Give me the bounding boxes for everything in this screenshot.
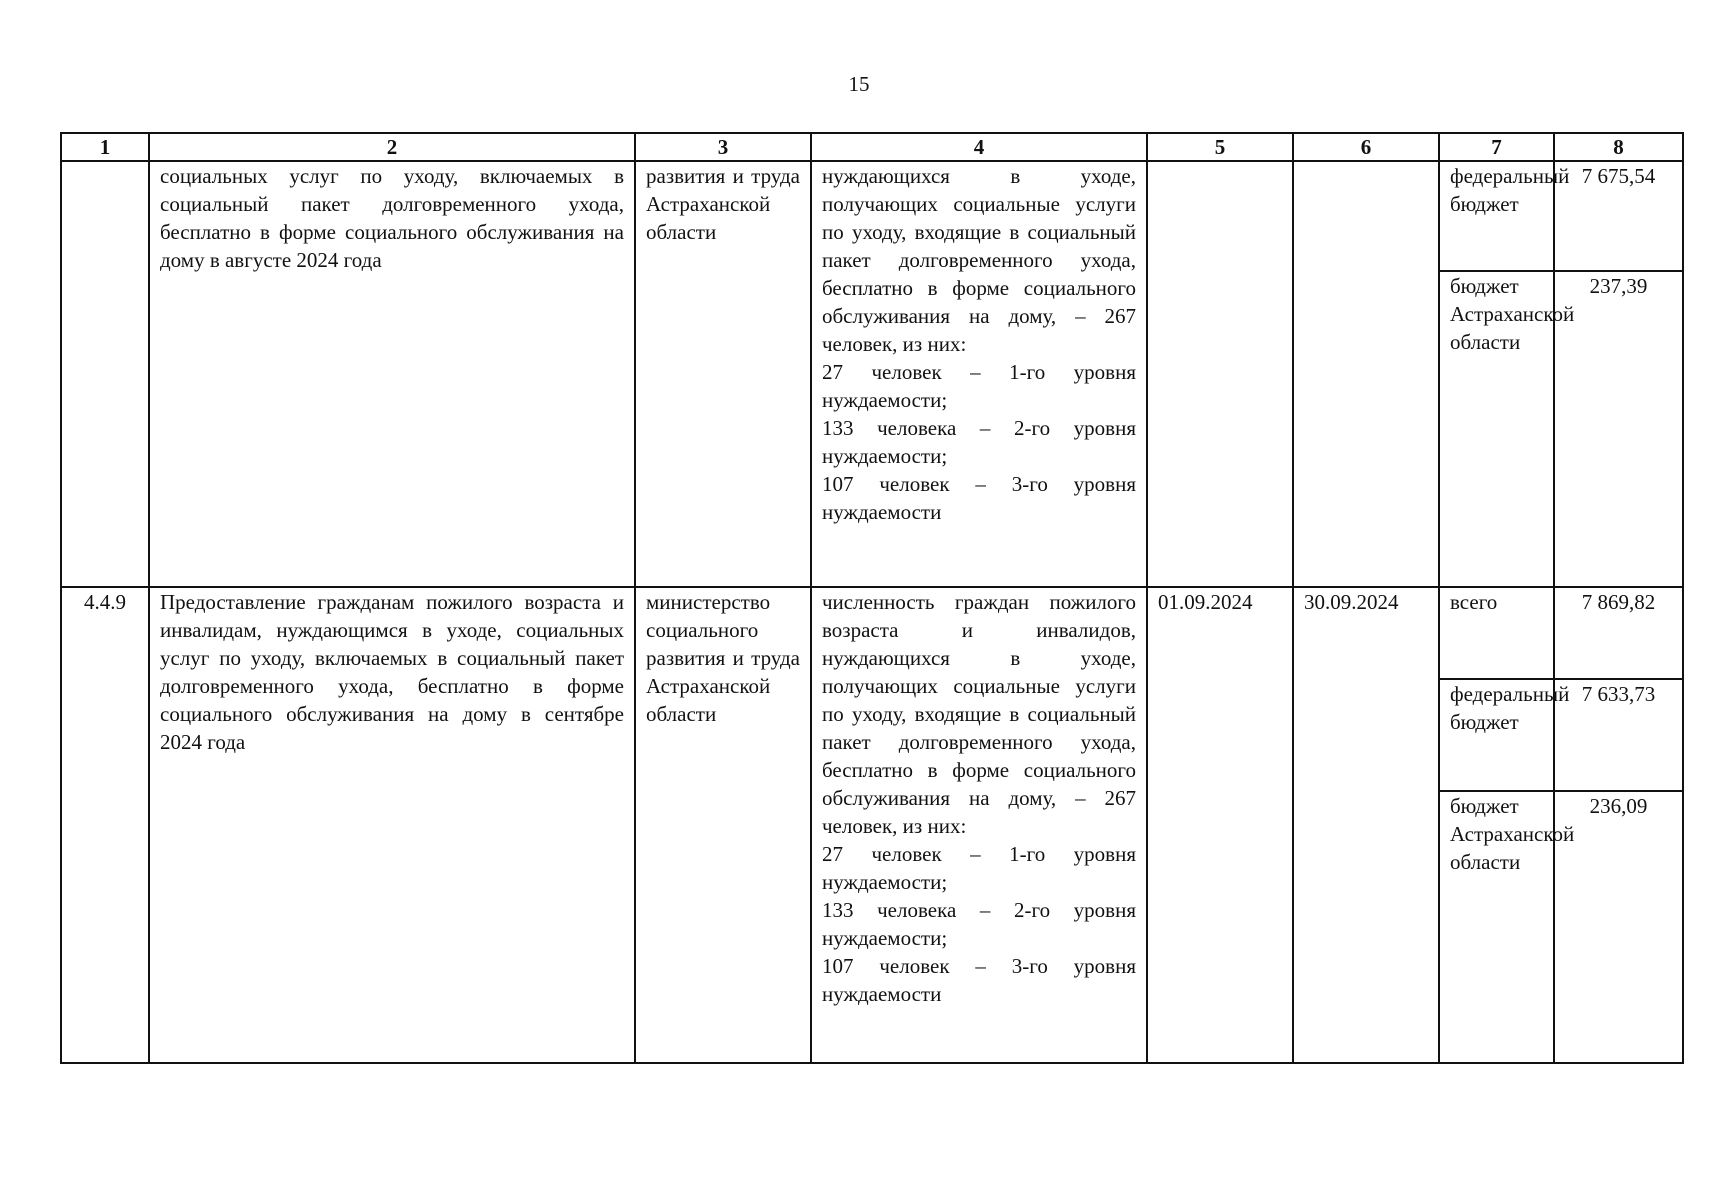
indicator-line: 27 человек – 1-го уровня нуждаемости;	[822, 360, 1136, 412]
item-indicator	[811, 161, 1147, 587]
table-header-row	[61, 133, 1683, 161]
indicator-line: 107 человек – 3-го уровня нуждаемости	[822, 954, 1136, 1006]
item-start-date: 01.09.2024	[1147, 587, 1293, 1063]
item-end-date	[1293, 161, 1439, 587]
column-header: 1	[61, 133, 149, 161]
funding-source: федеральный бюджет	[1439, 679, 1554, 791]
item-indicator	[811, 587, 1147, 1063]
funding-amount: 236,09	[1554, 791, 1683, 1063]
indicator-line: 133 человека – 2-го уровня нуждаемости;	[822, 416, 1136, 468]
funding-source: федеральный бюджет	[1439, 161, 1554, 271]
item-description: Предоставление гражданам пожилого возраста и инвалидам, нуждающимся в уходе, социальных услуг по уходу, включаемых в социальный пакет долговременного ухода, бесплатно в форме социального обслуживания на дому в сентябре 2024 года	[149, 587, 635, 1063]
item-description: социальных услуг по уходу, включаемых в социальный пакет долговременного ухода, бесплатно в форме социального обслуживания на дому в августе 2024 года	[149, 161, 635, 587]
column-header: 4	[811, 133, 1147, 161]
item-end-date: 30.09.2024	[1293, 587, 1439, 1063]
indicator-line: 133 человека – 2-го уровня нуждаемости;	[822, 898, 1136, 950]
indicator-line: численность граждан пожилого возраста и инвалидов, нуждающихся в уходе, получающих социальные услуги по уходу, входящие в социальный пакет долговременного ухода, бесплатно в форме социального обслуживания на дому, – 267 человек, из них:	[822, 590, 1136, 838]
table-row	[61, 587, 1683, 679]
item-start-date	[1147, 161, 1293, 587]
column-header: 6	[1293, 133, 1439, 161]
funding-amount: 7 675,54	[1554, 161, 1683, 271]
column-header: 2	[149, 133, 635, 161]
program-table	[60, 132, 1684, 1064]
page-number: 15	[848, 72, 870, 96]
table-row	[61, 161, 1683, 271]
item-executor: министерство социального развития и труда Астраханской области	[635, 587, 811, 1063]
funding-source: бюджет Астраханской области	[1439, 271, 1554, 587]
column-header: 8	[1554, 133, 1683, 161]
column-header: 3	[635, 133, 811, 161]
indicator-line: 107 человек – 3-го уровня нуждаемости	[822, 472, 1136, 524]
column-header: 7	[1439, 133, 1554, 161]
indicator-line: 27 человек – 1-го уровня нуждаемости;	[822, 842, 1136, 894]
item-executor: развития и труда Астраханской области	[635, 161, 811, 587]
item-number: 4.4.9	[61, 587, 149, 1063]
funding-amount: 7 633,73	[1554, 679, 1683, 791]
column-header: 5	[1147, 133, 1293, 161]
indicator-line: нуждающихся в уходе, получающих социальные услуги по уходу, входящие в социальный пакет долговременного ухода, бесплатно в форме социального обслуживания на дому, – 267 человек, из них:	[822, 164, 1136, 356]
funding-amount: 7 869,82	[1554, 587, 1683, 679]
funding-amount: 237,39	[1554, 271, 1683, 587]
funding-source: всего	[1439, 587, 1554, 679]
item-number	[61, 161, 149, 587]
funding-source: бюджет Астраханской области	[1439, 791, 1554, 1063]
